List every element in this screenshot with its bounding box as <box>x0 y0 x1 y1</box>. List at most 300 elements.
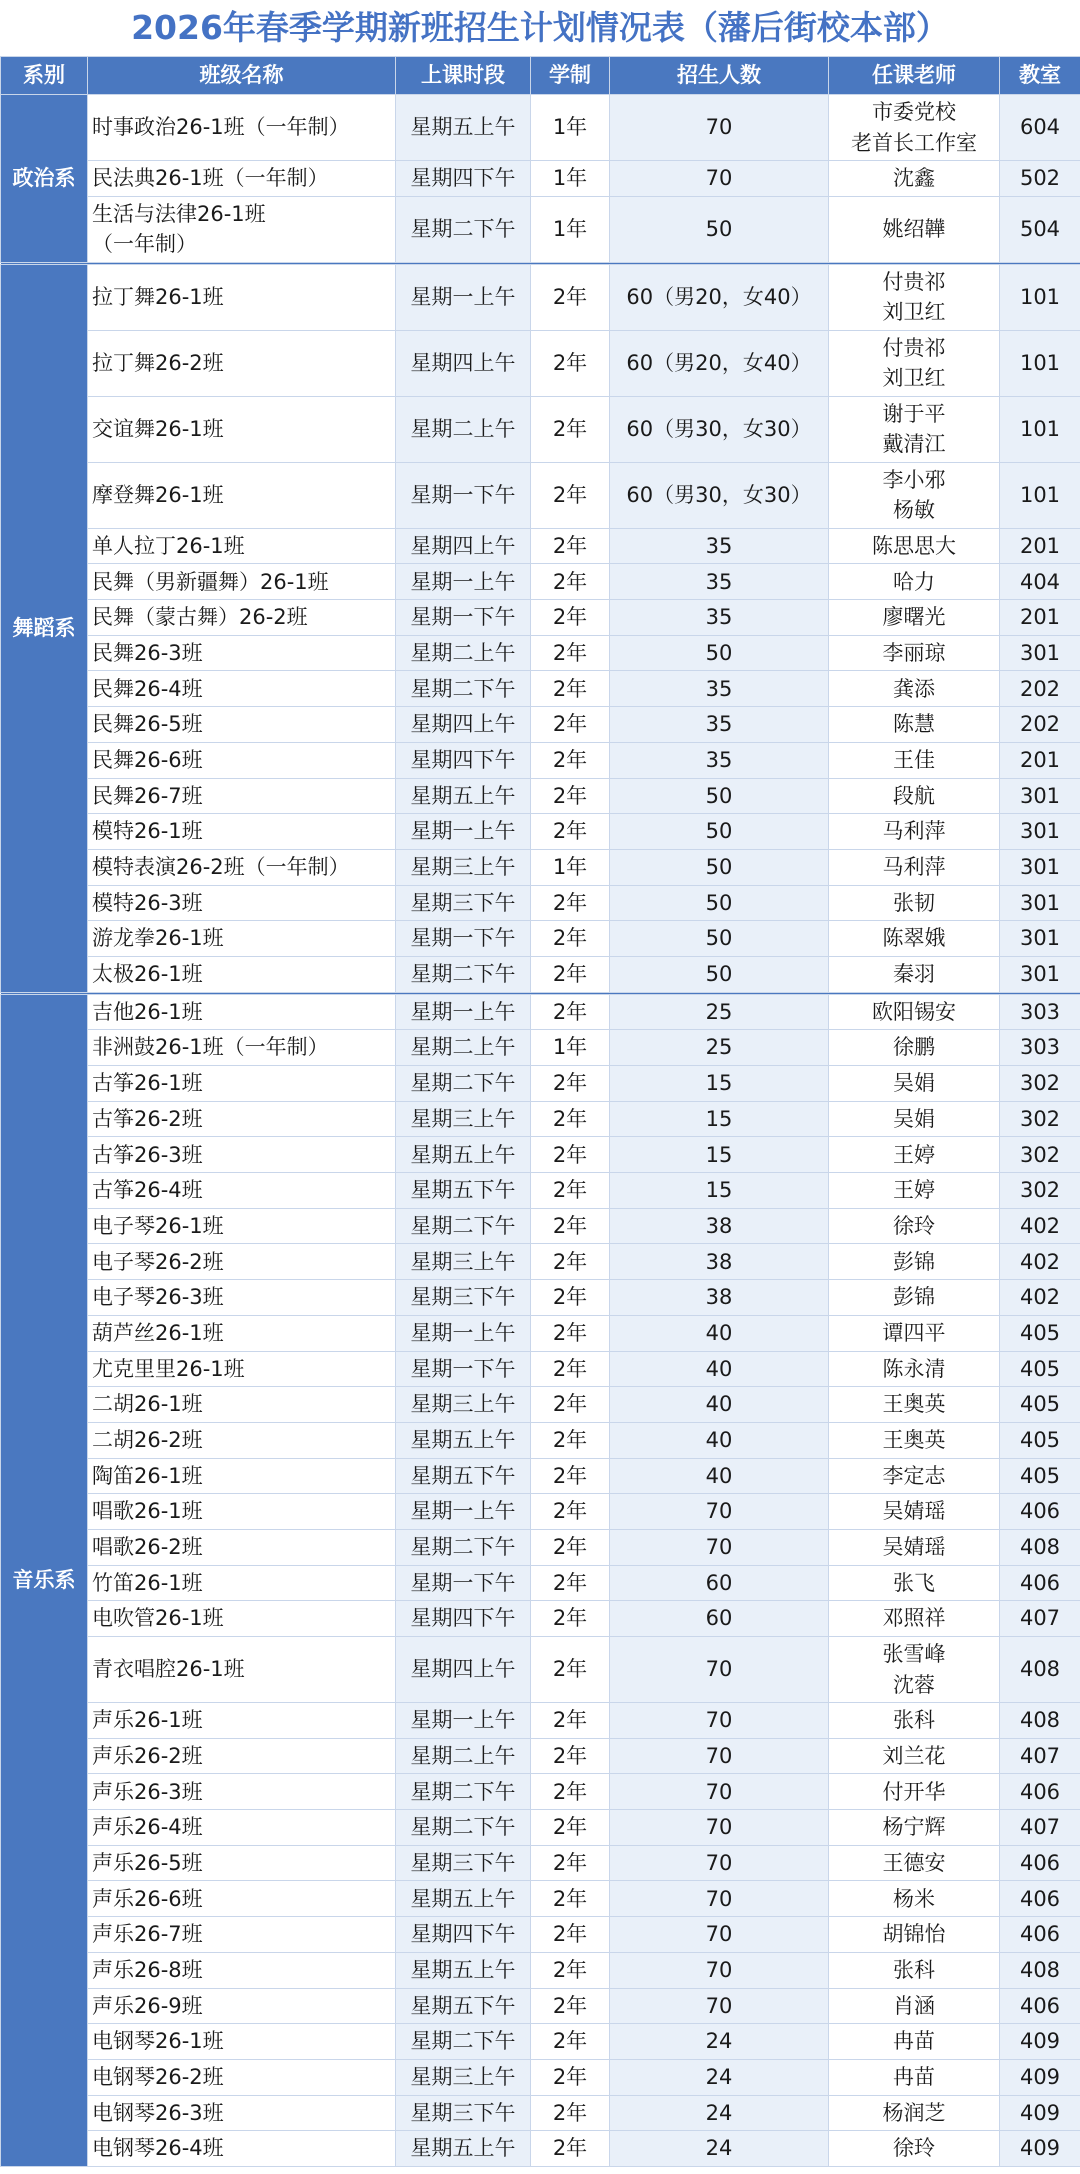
table-row <box>1 956 1080 992</box>
teacher-name: 冉苗 <box>893 2029 935 2054</box>
class-time-cell: 星期五下午 <box>396 1988 531 2024</box>
table-row <box>1 2095 1080 2131</box>
classroom-cell: 406 <box>1000 1774 1080 1810</box>
teacher-name: 彭锦 <box>893 1249 935 1274</box>
teacher-cell <box>829 528 1000 564</box>
classroom-cell: 303 <box>1000 994 1080 1030</box>
class-name-cell: 时事政治26-1班（一年制） <box>88 95 396 161</box>
class-name-cell: 声乐26-5班 <box>88 1845 396 1881</box>
class-time-cell: 星期三上午 <box>396 1244 531 1280</box>
teacher-name: 杨敏 <box>893 498 935 523</box>
teacher-name: 王奥英 <box>882 1392 946 1417</box>
class-time-cell: 星期三下午 <box>396 885 531 921</box>
class-time-cell: 星期一上午 <box>396 1494 531 1530</box>
table-row <box>1 1738 1080 1774</box>
class-name-cell: 古筝26-3班 <box>88 1137 396 1173</box>
classroom-cell: 101 <box>1000 264 1080 330</box>
classroom-cell: 406 <box>1000 1845 1080 1881</box>
table-row <box>1 264 1080 330</box>
duration-cell: 1年 <box>531 849 610 885</box>
class-time-cell: 星期三下午 <box>396 1280 531 1316</box>
classroom-cell: 406 <box>1000 1565 1080 1601</box>
duration-cell: 2年 <box>531 1845 610 1881</box>
duration-cell: 2年 <box>531 1703 610 1739</box>
teacher-name: 沈蓉 <box>893 1672 935 1697</box>
class-name-cell: 电子琴26-1班 <box>88 1208 396 1244</box>
enrollment-cell: 15 <box>610 1066 829 1102</box>
class-time-cell: 星期二下午 <box>396 956 531 992</box>
classroom-cell: 409 <box>1000 2024 1080 2060</box>
enrollment-cell: 60（男30，女30） <box>610 462 829 528</box>
teacher-name: 老首长工作室 <box>851 130 977 155</box>
teacher-cell <box>829 994 1000 1030</box>
teacher-name: 冉苗 <box>893 2065 935 2089</box>
class-name-cell: 摩登舞26-1班 <box>88 462 396 528</box>
classroom-cell: 301 <box>1000 885 1080 921</box>
class-time-cell: 星期四上午 <box>396 1637 531 1703</box>
teacher-cell <box>829 1030 1000 1066</box>
classroom-cell: 101 <box>1000 462 1080 528</box>
class-name-cell: 民舞（蒙古舞）26-2班 <box>88 600 396 636</box>
page-title: 2026年春季学期新班招生计划情况表（藩后街校本部） <box>131 8 949 47</box>
duration-cell: 1年 <box>531 161 610 197</box>
class-name-cell: 民舞26-6班 <box>88 742 396 778</box>
class-name-cell: 电子琴26-3班 <box>88 1280 396 1316</box>
table-row <box>1 196 1080 262</box>
class-name-cell: 唱歌26-1班 <box>88 1494 396 1530</box>
header-department: 系别 <box>1 57 88 95</box>
teacher-name: 徐玲 <box>893 1213 935 1238</box>
classroom-cell: 408 <box>1000 1637 1080 1703</box>
class-time-cell: 星期五上午 <box>396 1881 531 1917</box>
teacher-name: 徐鹏 <box>893 1035 935 1060</box>
teacher-name: 廖曙光 <box>882 605 946 630</box>
teacher-cell <box>829 1101 1000 1137</box>
classroom-cell: 301 <box>1000 849 1080 885</box>
duration-cell: 2年 <box>531 1494 610 1530</box>
enrollment-cell: 15 <box>610 1101 829 1137</box>
class-name-cell: 声乐26-7班 <box>88 1917 396 1953</box>
class-time-cell: 星期五下午 <box>396 1458 531 1494</box>
teacher-name: 张雪峰 <box>882 1642 946 1667</box>
enrollment-cell: 70 <box>610 1881 829 1917</box>
class-time-cell: 星期一下午 <box>396 1351 531 1387</box>
teacher-cell <box>829 1351 1000 1387</box>
classroom-cell: 302 <box>1000 1101 1080 1137</box>
classroom-cell: 402 <box>1000 1280 1080 1316</box>
teacher-name: 张科 <box>893 1708 935 1733</box>
table-row <box>1 1422 1080 1458</box>
teacher-name: 王婷 <box>893 1178 935 1203</box>
table-body <box>1 95 1080 2167</box>
class-name-cell: 太极26-1班 <box>88 956 396 992</box>
teacher-name: 杨润芝 <box>882 2100 946 2125</box>
table-row <box>1 1280 1080 1316</box>
teacher-name: 哈力 <box>893 569 935 594</box>
teacher-cell <box>829 264 1000 330</box>
classroom-cell: 302 <box>1000 1137 1080 1173</box>
enrollment-cell: 50 <box>610 778 829 814</box>
enrollment-cell: 15 <box>610 1137 829 1173</box>
table-row <box>1 671 1080 707</box>
teacher-name: 李小邪 <box>882 467 946 492</box>
table-row <box>1 1529 1080 1565</box>
class-name-cell: 拉丁舞26-2班 <box>88 330 396 396</box>
table-row <box>1 1030 1080 1066</box>
class-name-cell: 民舞26-4班 <box>88 671 396 707</box>
teacher-cell <box>829 921 1000 957</box>
table-row <box>1 161 1080 197</box>
duration-cell: 2年 <box>531 2131 610 2167</box>
class-name-cell: 声乐26-3班 <box>88 1774 396 1810</box>
duration-cell: 2年 <box>531 1529 610 1565</box>
enrollment-cell: 50 <box>610 814 829 850</box>
enrollment-cell: 15 <box>610 1173 829 1209</box>
teacher-name: 段航 <box>893 783 935 808</box>
classroom-cell: 407 <box>1000 1601 1080 1637</box>
classroom-cell: 409 <box>1000 2095 1080 2131</box>
table-row <box>1 849 1080 885</box>
class-name-cell: 民舞26-5班 <box>88 707 396 743</box>
table-row <box>1 742 1080 778</box>
class-time-cell: 星期二下午 <box>396 1774 531 1810</box>
table-row <box>1 1881 1080 1917</box>
class-name-cell: 模特26-1班 <box>88 814 396 850</box>
table-row <box>1 635 1080 671</box>
teacher-name: 陈永清 <box>882 1356 946 1381</box>
duration-cell: 2年 <box>531 1881 610 1917</box>
class-time-cell: 星期五上午 <box>396 778 531 814</box>
header-class-time: 上课时段 <box>396 57 531 95</box>
teacher-name: 肖涵 <box>893 1993 935 2018</box>
teacher-cell <box>829 1881 1000 1917</box>
table-row <box>1 1101 1080 1137</box>
table-row <box>1 1387 1080 1423</box>
classroom-cell: 405 <box>1000 1458 1080 1494</box>
classroom-cell: 301 <box>1000 635 1080 671</box>
header-duration: 学制 <box>531 57 610 95</box>
class-time-cell: 星期四下午 <box>396 161 531 197</box>
class-name-cell: 声乐26-8班 <box>88 1952 396 1988</box>
teacher-cell <box>829 849 1000 885</box>
teacher-cell <box>829 1173 1000 1209</box>
duration-cell: 2年 <box>531 1601 610 1637</box>
enrollment-cell: 70 <box>610 161 829 197</box>
table-row <box>1 1458 1080 1494</box>
table-row <box>1 814 1080 850</box>
teacher-cell <box>829 1601 1000 1637</box>
teacher-name: 邓照祥 <box>882 1606 946 1631</box>
classroom-cell: 301 <box>1000 778 1080 814</box>
duration-cell: 2年 <box>531 330 610 396</box>
teacher-cell <box>829 1738 1000 1774</box>
classroom-cell: 302 <box>1000 1173 1080 1209</box>
duration-cell: 2年 <box>531 1173 610 1209</box>
enrollment-cell: 70 <box>610 1917 829 1953</box>
teacher-name: 吴婧瑶 <box>882 1499 946 1524</box>
duration-cell: 2年 <box>531 1810 610 1846</box>
teacher-cell <box>829 1774 1000 1810</box>
enrollment-cell: 70 <box>610 95 829 161</box>
classroom-cell: 301 <box>1000 921 1080 957</box>
classroom-cell: 301 <box>1000 956 1080 992</box>
header-class-name: 班级名称 <box>88 57 396 95</box>
table-row <box>1 778 1080 814</box>
teacher-name: 杨宁辉 <box>882 1815 946 1840</box>
classroom-cell: 409 <box>1000 2059 1080 2095</box>
teacher-cell <box>829 1244 1000 1280</box>
class-name-cell: 模特表演26-2班（一年制） <box>88 849 396 885</box>
header-row <box>1 57 1080 95</box>
table-row <box>1 885 1080 921</box>
enrollment-cell: 24 <box>610 2095 829 2131</box>
enrollment-cell: 50 <box>610 885 829 921</box>
duration-cell: 2年 <box>531 2024 610 2060</box>
duration-cell: 1年 <box>531 196 610 262</box>
class-time-cell: 星期三下午 <box>396 2095 531 2131</box>
class-time-cell: 星期一上午 <box>396 1315 531 1351</box>
table-row <box>1 1845 1080 1881</box>
table-row <box>1 1351 1080 1387</box>
classroom-cell: 301 <box>1000 814 1080 850</box>
enrollment-cell: 35 <box>610 742 829 778</box>
teacher-cell <box>829 742 1000 778</box>
teacher-cell <box>829 1988 1000 2024</box>
class-name-cell: 葫芦丝26-1班 <box>88 1315 396 1351</box>
classroom-cell: 407 <box>1000 1810 1080 1846</box>
duration-cell: 2年 <box>531 885 610 921</box>
class-name-cell: 声乐26-2班 <box>88 1738 396 1774</box>
duration-cell: 2年 <box>531 462 610 528</box>
class-name-cell: 单人拉丁26-1班 <box>88 528 396 564</box>
classroom-cell: 408 <box>1000 1952 1080 1988</box>
enrollment-cell: 70 <box>610 1637 829 1703</box>
class-name-cell: 游龙拳26-1班 <box>88 921 396 957</box>
duration-cell: 2年 <box>531 1637 610 1703</box>
enrollment-cell: 24 <box>610 2131 829 2167</box>
classroom-cell: 408 <box>1000 1529 1080 1565</box>
teacher-cell <box>829 564 1000 600</box>
classroom-cell: 402 <box>1000 1244 1080 1280</box>
class-name-cell: 民舞（男新疆舞）26-1班 <box>88 564 396 600</box>
teacher-name: 沈鑫 <box>893 166 935 191</box>
teacher-name: 张科 <box>893 1957 935 1982</box>
duration-cell: 2年 <box>531 635 610 671</box>
duration-cell: 2年 <box>531 1066 610 1102</box>
class-name-cell: 非洲鼓26-1班（一年制） <box>88 1030 396 1066</box>
teacher-cell <box>829 396 1000 462</box>
enrollment-cell: 70 <box>610 1774 829 1810</box>
class-time-cell: 星期四上午 <box>396 707 531 743</box>
enrollment-cell: 35 <box>610 564 829 600</box>
teacher-cell <box>829 462 1000 528</box>
classroom-cell: 405 <box>1000 1315 1080 1351</box>
table-row <box>1 1952 1080 1988</box>
teacher-cell <box>829 2059 1000 2095</box>
table-row <box>1 1173 1080 1209</box>
teacher-cell <box>829 778 1000 814</box>
header-classroom: 教室 <box>1000 57 1080 95</box>
class-name-cell: 电子琴26-2班 <box>88 1244 396 1280</box>
duration-cell: 2年 <box>531 671 610 707</box>
classroom-cell: 201 <box>1000 528 1080 564</box>
teacher-name: 陈思思大 <box>872 533 956 558</box>
duration-cell: 2年 <box>531 1458 610 1494</box>
table-row <box>1 95 1080 161</box>
class-time-cell: 星期四下午 <box>396 1917 531 1953</box>
class-name-cell: 二胡26-2班 <box>88 1422 396 1458</box>
class-time-cell: 星期一上午 <box>396 264 531 330</box>
enrollment-cell: 70 <box>610 1845 829 1881</box>
duration-cell: 2年 <box>531 1988 610 2024</box>
teacher-cell <box>829 635 1000 671</box>
table-row <box>1 707 1080 743</box>
enrollment-cell: 70 <box>610 1810 829 1846</box>
teacher-name: 龚添 <box>893 676 935 701</box>
class-name-cell: 唱歌26-2班 <box>88 1529 396 1565</box>
teacher-name: 李丽琼 <box>882 640 946 665</box>
table-row <box>1 1565 1080 1601</box>
duration-cell: 2年 <box>531 600 610 636</box>
class-time-cell: 星期五上午 <box>396 1952 531 1988</box>
duration-cell: 2年 <box>531 264 610 330</box>
teacher-cell <box>829 600 1000 636</box>
class-time-cell: 星期一上午 <box>396 814 531 850</box>
header-enrollment: 招生人数 <box>610 57 829 95</box>
class-name-cell: 电钢琴26-2班 <box>88 2059 396 2095</box>
classroom-cell: 407 <box>1000 1738 1080 1774</box>
teacher-name: 陈慧 <box>893 712 935 737</box>
enrollment-table <box>0 56 1080 2167</box>
teacher-name: 姚绍韡 <box>882 216 946 241</box>
class-time-cell: 星期五上午 <box>396 1422 531 1458</box>
classroom-cell: 406 <box>1000 1881 1080 1917</box>
class-time-cell: 星期一上午 <box>396 994 531 1030</box>
duration-cell: 2年 <box>531 564 610 600</box>
teacher-name: 王德安 <box>882 1850 946 1875</box>
teacher-name: 欧阳锡安 <box>872 999 956 1024</box>
teacher-cell <box>829 1280 1000 1316</box>
duration-cell: 2年 <box>531 1917 610 1953</box>
teacher-name: 张韧 <box>893 890 935 915</box>
class-name-cell: 青衣唱腔26-1班 <box>88 1637 396 1703</box>
enrollment-cell: 60 <box>610 1565 829 1601</box>
enrollment-cell: 40 <box>610 1351 829 1387</box>
teacher-cell <box>829 2024 1000 2060</box>
teacher-cell <box>829 707 1000 743</box>
teacher-cell <box>829 196 1000 262</box>
classroom-cell: 101 <box>1000 330 1080 396</box>
classroom-cell: 405 <box>1000 1351 1080 1387</box>
table-row <box>1 1703 1080 1739</box>
duration-cell: 2年 <box>531 2059 610 2095</box>
teacher-cell <box>829 1494 1000 1530</box>
teacher-cell <box>829 885 1000 921</box>
class-time-cell: 星期二上午 <box>396 635 531 671</box>
teacher-name: 胡锦怡 <box>882 1922 946 1947</box>
table-row <box>1 1637 1080 1703</box>
enrollment-cell: 40 <box>610 1315 829 1351</box>
class-time-cell: 星期一下午 <box>396 921 531 957</box>
duration-cell: 2年 <box>531 528 610 564</box>
teacher-cell <box>829 1387 1000 1423</box>
duration-cell: 2年 <box>531 1952 610 1988</box>
classroom-cell: 303 <box>1000 1030 1080 1066</box>
teacher-name: 谭四平 <box>882 1320 946 1345</box>
duration-cell: 2年 <box>531 956 610 992</box>
teacher-name: 市委党校 <box>872 100 956 125</box>
class-name-cell: 二胡26-1班 <box>88 1387 396 1423</box>
enrollment-cell: 35 <box>610 671 829 707</box>
table-row <box>1 600 1080 636</box>
classroom-cell: 201 <box>1000 600 1080 636</box>
enrollment-cell: 70 <box>610 1952 829 1988</box>
teacher-cell <box>829 1565 1000 1601</box>
teacher-cell <box>829 956 1000 992</box>
header-teacher: 任课老师 <box>829 57 1000 95</box>
class-name-cell: 民法典26-1班（一年制） <box>88 161 396 197</box>
class-name-cell: 尤克里里26-1班 <box>88 1351 396 1387</box>
class-time-cell: 星期二上午 <box>396 1738 531 1774</box>
teacher-cell <box>829 1952 1000 1988</box>
duration-cell: 2年 <box>531 1351 610 1387</box>
teacher-name: 刘卫红 <box>882 300 946 325</box>
table-row <box>1 1137 1080 1173</box>
classroom-cell: 604 <box>1000 95 1080 161</box>
class-name-cell: 交谊舞26-1班 <box>88 396 396 462</box>
teacher-name: 马利萍 <box>882 855 946 879</box>
teacher-cell <box>829 671 1000 707</box>
teacher-name: 李定志 <box>882 1463 946 1488</box>
teacher-cell <box>829 1529 1000 1565</box>
enrollment-cell: 60（男30，女30） <box>610 396 829 462</box>
teacher-cell <box>829 1208 1000 1244</box>
teacher-name: 王婷 <box>893 1142 935 1167</box>
class-time-cell: 星期二下午 <box>396 2024 531 2060</box>
enrollment-cell: 70 <box>610 1703 829 1739</box>
duration-cell: 2年 <box>531 1738 610 1774</box>
enrollment-cell: 70 <box>610 1988 829 2024</box>
classroom-cell: 202 <box>1000 671 1080 707</box>
enrollment-cell: 24 <box>610 2024 829 2060</box>
enrollment-cell: 40 <box>610 1458 829 1494</box>
teacher-cell <box>829 1703 1000 1739</box>
table-row <box>1 1774 1080 1810</box>
class-time-cell: 星期一下午 <box>396 600 531 636</box>
teacher-cell <box>829 1845 1000 1881</box>
classroom-cell: 502 <box>1000 161 1080 197</box>
enrollment-cell: 60（男20，女40） <box>610 264 829 330</box>
table-row <box>1 2131 1080 2167</box>
teacher-cell <box>829 2131 1000 2167</box>
teacher-name: 彭锦 <box>893 1285 935 1310</box>
teacher-name: 吴娟 <box>893 1106 935 1131</box>
teacher-cell <box>829 1458 1000 1494</box>
enrollment-cell: 50 <box>610 921 829 957</box>
duration-cell: 2年 <box>531 1422 610 1458</box>
class-time-cell: 星期五上午 <box>396 95 531 161</box>
teacher-name: 戴清江 <box>882 432 946 457</box>
teacher-name: 谢于平 <box>882 401 946 426</box>
table-row <box>1 396 1080 462</box>
class-name-cell: 声乐26-4班 <box>88 1810 396 1846</box>
class-time-cell: 星期三上午 <box>396 849 531 885</box>
class-time-cell: 星期四下午 <box>396 742 531 778</box>
table-row <box>1 1315 1080 1351</box>
duration-cell: 2年 <box>531 1244 610 1280</box>
table-row <box>1 1494 1080 1530</box>
table-row <box>1 1601 1080 1637</box>
